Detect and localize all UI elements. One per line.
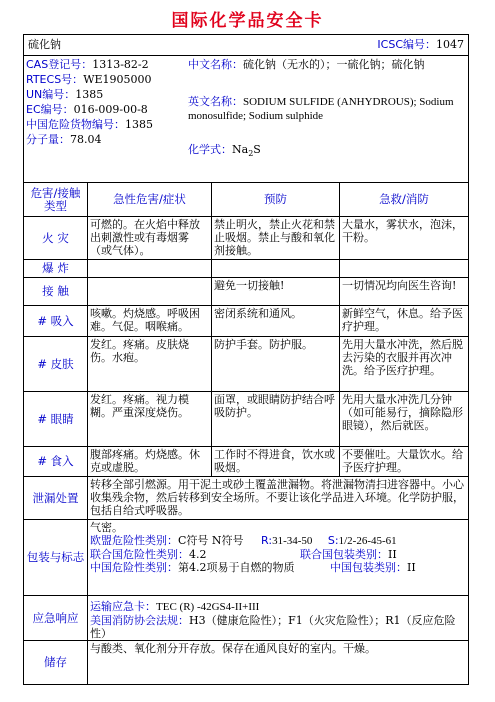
safety-card: [23, 34, 469, 685]
names-block: [186, 56, 468, 182]
icsc-value: 1047: [436, 38, 464, 51]
cn-pack-label: 中国包装类别：: [330, 561, 407, 574]
hazard-aid: 先用大量水冲洗几分钟（如可能易行，摘除隐形眼镜），然后就医。: [339, 392, 468, 446]
col-header-aid: 急救/消防: [339, 183, 468, 216]
formula-tail: S: [253, 143, 261, 156]
spill-text: 转移全部引燃源。用干泥土或砂土覆盖泄漏物。将泄漏物清扫进容器中。小心收集残余物，然后转移到安全场所。不要让该化学品进入环境。化学防护服，包括自给式呼吸器。: [87, 477, 468, 519]
hazard-prevent: 禁止明火，禁止火花和禁止吸烟。禁止与酸和氧化剂接触。: [211, 217, 339, 259]
chinese-name-value: 硫化钠（无水的）；一硫化钠；硫化钠: [243, 58, 425, 71]
ec-value: 016-009-00-8: [73, 103, 148, 116]
cn-number-value: 1385: [125, 118, 153, 131]
cas-label: CAS登记号：: [26, 58, 93, 71]
eu-class-value: C符号 N符号: [178, 534, 244, 547]
un-classification: [90, 548, 466, 561]
hazard-row-inhalation: [24, 305, 468, 336]
s-phrase-label: S:: [327, 534, 339, 547]
un-pack-value: II: [388, 548, 397, 561]
rtecs-label: RTECS号：: [26, 73, 84, 86]
hazard-type: # 皮肤: [37, 356, 74, 371]
tec-label: 运输应急卡：: [90, 600, 156, 613]
cn-class-label: 中国危险性类别：: [90, 561, 178, 574]
hazard-prevent: 避免一切接触!: [211, 278, 339, 305]
hazard-type: 火 灾: [42, 230, 69, 245]
storage-text: 与酸类、氧化剂分开存放。保存在通风良好的室内。干燥。: [87, 641, 468, 684]
col-header-prevent: 预防: [211, 183, 339, 216]
formula-main: Na: [232, 143, 249, 156]
hazard-prevent: 面罩，或眼睛防护结合呼吸防护。: [211, 392, 339, 446]
identifiers: [24, 56, 186, 182]
un-class-value: 4.2: [189, 548, 207, 561]
hazard-acute: 发红。疼痛。视力模糊。严重深度烧伤。: [87, 392, 211, 446]
hazard-row-ingestion: [24, 446, 468, 476]
un-value: 1385: [75, 88, 104, 101]
emergency-label: 应急响应: [32, 610, 79, 625]
cn-number-label: 中国危险货物编号：: [26, 118, 125, 131]
formula-label: 化学式：: [188, 143, 232, 156]
nfpa-value: H3（健康危险性）；F1（火灾危险性）；R1（反应危险性）: [90, 614, 456, 640]
hazard-acute: [87, 260, 211, 277]
hazard-row-eyes: [24, 391, 468, 446]
packaging-row: [24, 519, 468, 595]
cn-pack-value: II: [407, 561, 416, 574]
spill-row: [24, 476, 468, 519]
ec-label: EC编号：: [26, 103, 74, 116]
hazard-acute: [87, 278, 211, 305]
icsc-number: [324, 35, 468, 55]
un-label: UN编号：: [26, 88, 76, 101]
nfpa-label: 美国消防协会法规：: [90, 614, 189, 627]
header-row: [24, 35, 468, 55]
hazard-aid: 一切情况均向医生咨询!: [339, 278, 468, 305]
chemical-name: 硫化钠: [28, 38, 61, 51]
packaging-content: [87, 520, 468, 595]
spill-label: 泄漏处置: [32, 490, 79, 505]
eu-classification: [90, 534, 466, 548]
hazard-row-fire: [24, 216, 468, 259]
icsc-label: ICSC编号：: [377, 38, 436, 51]
hazard-prevent: 工作时不得进食，饮水或吸烟。: [211, 447, 339, 476]
chinese-name-label: 中文名称：: [188, 58, 243, 71]
hazard-type: # 食入: [37, 454, 74, 468]
hazard-type: 接 触: [42, 284, 69, 298]
hazard-acute: 腹部疼痛。灼烧感。休克或虚脱。: [87, 447, 211, 476]
r-phrase-value: 31-34-50: [272, 535, 313, 547]
hazard-aid: 不要催吐。大量饮水。给予医疗护理。: [339, 447, 468, 476]
formula-value: [232, 143, 261, 159]
r-phrase-label: R:: [261, 534, 273, 547]
molecular-weight-label: 分子量：: [26, 133, 70, 146]
rtecs-value: WE1905000: [83, 73, 152, 86]
cn-class-value: 第4.2项易于自燃的物质: [178, 561, 295, 574]
s-phrase-value: 1/2-26-45-61: [338, 535, 397, 547]
hazard-row-skin: [24, 336, 468, 391]
cn-classification: [90, 561, 466, 574]
hazard-aid: [339, 260, 468, 277]
hazard-type: # 吸入: [37, 313, 74, 328]
tec-value: TEC (R) -42GS4-II+III: [156, 601, 260, 613]
packaging-label: 包装与标志: [26, 550, 85, 564]
hazard-prevent: 防护手套。防护服。: [211, 337, 339, 391]
hazard-acute: 咳嗽。灼烧感。呼吸困难。气促。咽喉痛。: [87, 306, 211, 336]
packaging-airtight: 气密。: [90, 521, 123, 534]
hazard-row-contact: [24, 277, 468, 305]
hazard-aid: 新鲜空气，休息。给予医疗护理。: [339, 306, 468, 336]
english-name-label: 英文名称：: [188, 95, 243, 108]
hazard-prevent: [211, 260, 339, 277]
col-header-type: 危害/接触类型: [30, 185, 81, 213]
hazard-aid: 大量水，雾状水，泡沫，干粉。: [339, 217, 468, 259]
storage-label: 储存: [44, 655, 67, 669]
hazard-type: 爆 炸: [42, 261, 69, 275]
hazard-acute: 发红。疼痛。皮肤烧伤。水疱。: [87, 337, 211, 391]
emergency-content: [87, 596, 468, 640]
hazard-prevent: 密闭系统和通风。: [211, 306, 339, 336]
hazard-acute: 可燃的。在火焰中释放出刺激性或有毒烟雾（或气体）。: [87, 217, 211, 259]
hazard-row-explosion: [24, 259, 468, 277]
storage-row: [24, 640, 468, 684]
un-pack-label: 联合国包装类别：: [300, 548, 388, 561]
identification-row: [24, 55, 468, 182]
table-header-row: [24, 182, 468, 216]
card-title: 国际化学品安全卡: [171, 11, 324, 31]
un-class-label: 联合国危险性类别：: [90, 548, 189, 561]
col-header-acute: 急性危害/症状: [87, 183, 211, 216]
eu-class-label: 欧盟危险性类别：: [90, 534, 178, 547]
hazard-type: # 眼睛: [37, 411, 74, 426]
formula-sub: 2: [248, 149, 254, 159]
molecular-weight-value: 78.04: [70, 133, 102, 146]
emergency-row: [24, 595, 468, 640]
cas-value: 1313-82-2: [92, 58, 149, 71]
hazard-aid: 先用大量水冲洗，然后脱去污染的衣服并再次冲洗。给予医疗护理。: [339, 337, 468, 391]
english-name-value: SODIUM SULFIDE (ANHYDROUS); Sodium monosulfide; Sodium sulphide: [188, 96, 454, 122]
